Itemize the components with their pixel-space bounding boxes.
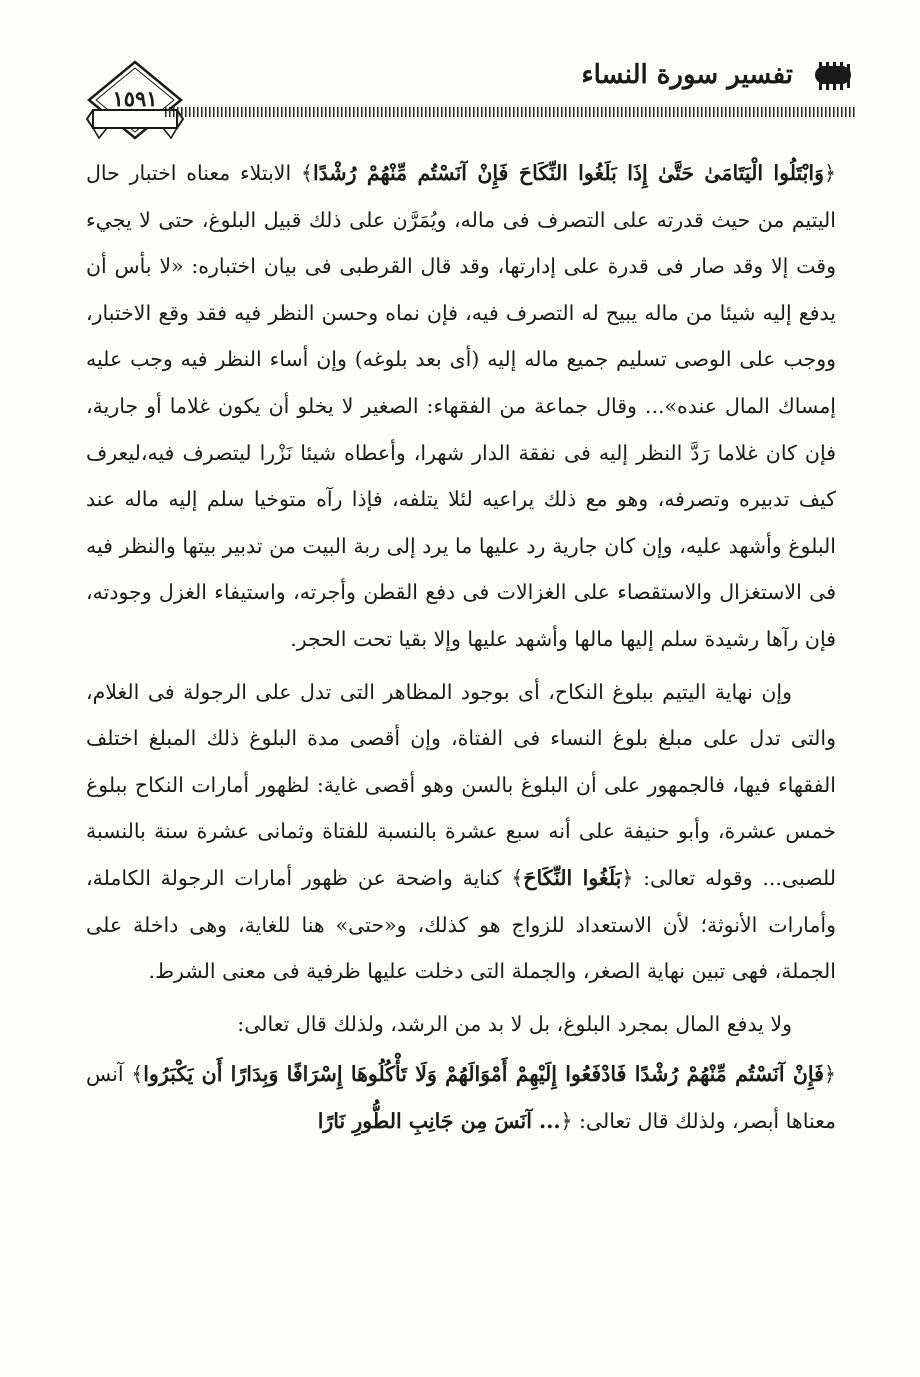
quran-close-bracket: ﴾ (300, 161, 313, 185)
header-ornament-icon (813, 62, 853, 90)
quran-close-bracket: ﴾ (511, 865, 524, 890)
quran-open-bracket: ﴿ (823, 1062, 836, 1087)
quran-open-bracket: ﴿ (621, 865, 634, 890)
quran-verse: ... آنَسَ مِن جَانِبِ الطُّورِ نَارًا (317, 1108, 561, 1133)
quran-open-bracket: ﴿ (823, 161, 836, 185)
running-title: تفسير سورة النساء (581, 60, 793, 90)
quran-close-bracket: ﴾ (131, 1062, 144, 1087)
paragraph-4 (86, 1051, 836, 1144)
paragraph-3 (86, 1001, 836, 1048)
page-header (85, 50, 855, 145)
commentary-text: وإن نهاية اليتيم ببلوغ النكاح، أى بوجود المظاهر التى تدل على الرجولة فى الغلام، والتى تدل على مبلغ بلوغ النساء فى الفتاة، وإن أقصى مدة البلوغ ذلك المبلغ اختلف الفقهاء فيها، فالجمهور على أن البلوغ بالسن وهو أقصى غاية: لظهور أمارات النكاح ببلوغ خمس عشرة، وأبو حنيفة على أنه سبع عشرة بالنسبة للفتاة وثمانى عشرة سنة بالنسبة للصبى... وقوله تعالى: (86, 679, 836, 890)
commentary-text: آنس معناها أبصر، ولذلك قال تعالى: (86, 1062, 836, 1133)
quran-verse: بَلَغُوا النِّكَاحَ (523, 865, 622, 890)
page-number: ١٥٩١ (112, 86, 158, 111)
commentary-text: كناية واضحة عن ظهور أمارات الرجولة الكاملة، وأمارات الأنوثة؛ لأن الاستعداد للزواج هو كذلك، و«حتى» هنا للغاية، وهى داخلة على الجملة، فهى تبين نهاية الصغر، والجملة التى دخلت عليها ظرفية فى معنى الشرط. (86, 865, 836, 984)
paragraph-2 (86, 669, 836, 995)
body-text (86, 150, 836, 1144)
quran-verse: فَإِنْ آنَسْتُم مِّنْهُمْ رُشْدًا فَادْفَعُوا إِلَيْهِمْ أَمْوَالَهُمْ وَلَا تَأْكُلُوهَا إِسْرَافًا وَبِدَارًا أَن يَكْبَرُوا (143, 1062, 824, 1087)
commentary-text: ولا يدفع المال بمجرد البلوغ، بل لا بد من الرشد، ولذلك قال تعالى: (237, 1011, 792, 1036)
quran-open-bracket: ﴿ (560, 1108, 573, 1133)
header-rule (165, 107, 855, 117)
quran-verse: وَابْتَلُوا الْيَتَامَىٰ حَتَّىٰ إِذَا بَلَغُوا النِّكَاحَ فَإِنْ آنَسْتُم مِّنْهُمْ رُشْدًا (312, 161, 824, 185)
commentary-text: الابتلاء معناه اختبار حال اليتيم من حيث قدرته على التصرف فى ماله، ويُمَرَّن على ذلك قبيل البلوغ، حتى لا يجيء وقت إلا وقد صار فى قدرة على إدارتها، وقد قال القرطبى فى بيان اختباره: «لا بأس أن يدفع إليه شيئا من ماله يبيح له التصرف فيه، فإن نماه وحسن النظر فيه فقد وقع الاختبار، ووجب على الوصى تسليم جميع ماله إليه (أى بعد بلوغه) وإن أساء النظر فيه وجب عليه إمساك المال عنده»... وقال جماعة من الفقهاء: الصغير لا يخلو أن يكون غلاما أو جارية، فإن كان غلاما رَدَّ النظر إليه فى نفقة الدار شهرا، وأعطاه شيئا نَزْرا ليتصرف فيه،ليعرف كيف تدبيره وتصرفه، وهو مع ذلك يراعيه لئلا يتلفه، فإذا رآه متوخيا سلم إليه ماله عند البلوغ وأشهد عليه، وإن كان جارية رد عليها ما يرد إلى ربة البيت من تدبير بيتها والنظر فيه فى الاستغزال والاستقصاء على الغزالات فى دفع القطن وأجرته، واستيفاء الغزل وجودته، فإن رآها رشيدة سلم إليها مالها وأشهد عليها وإلا بقيا تحت الحجر. (86, 161, 836, 651)
paragraph-1 (86, 150, 836, 663)
